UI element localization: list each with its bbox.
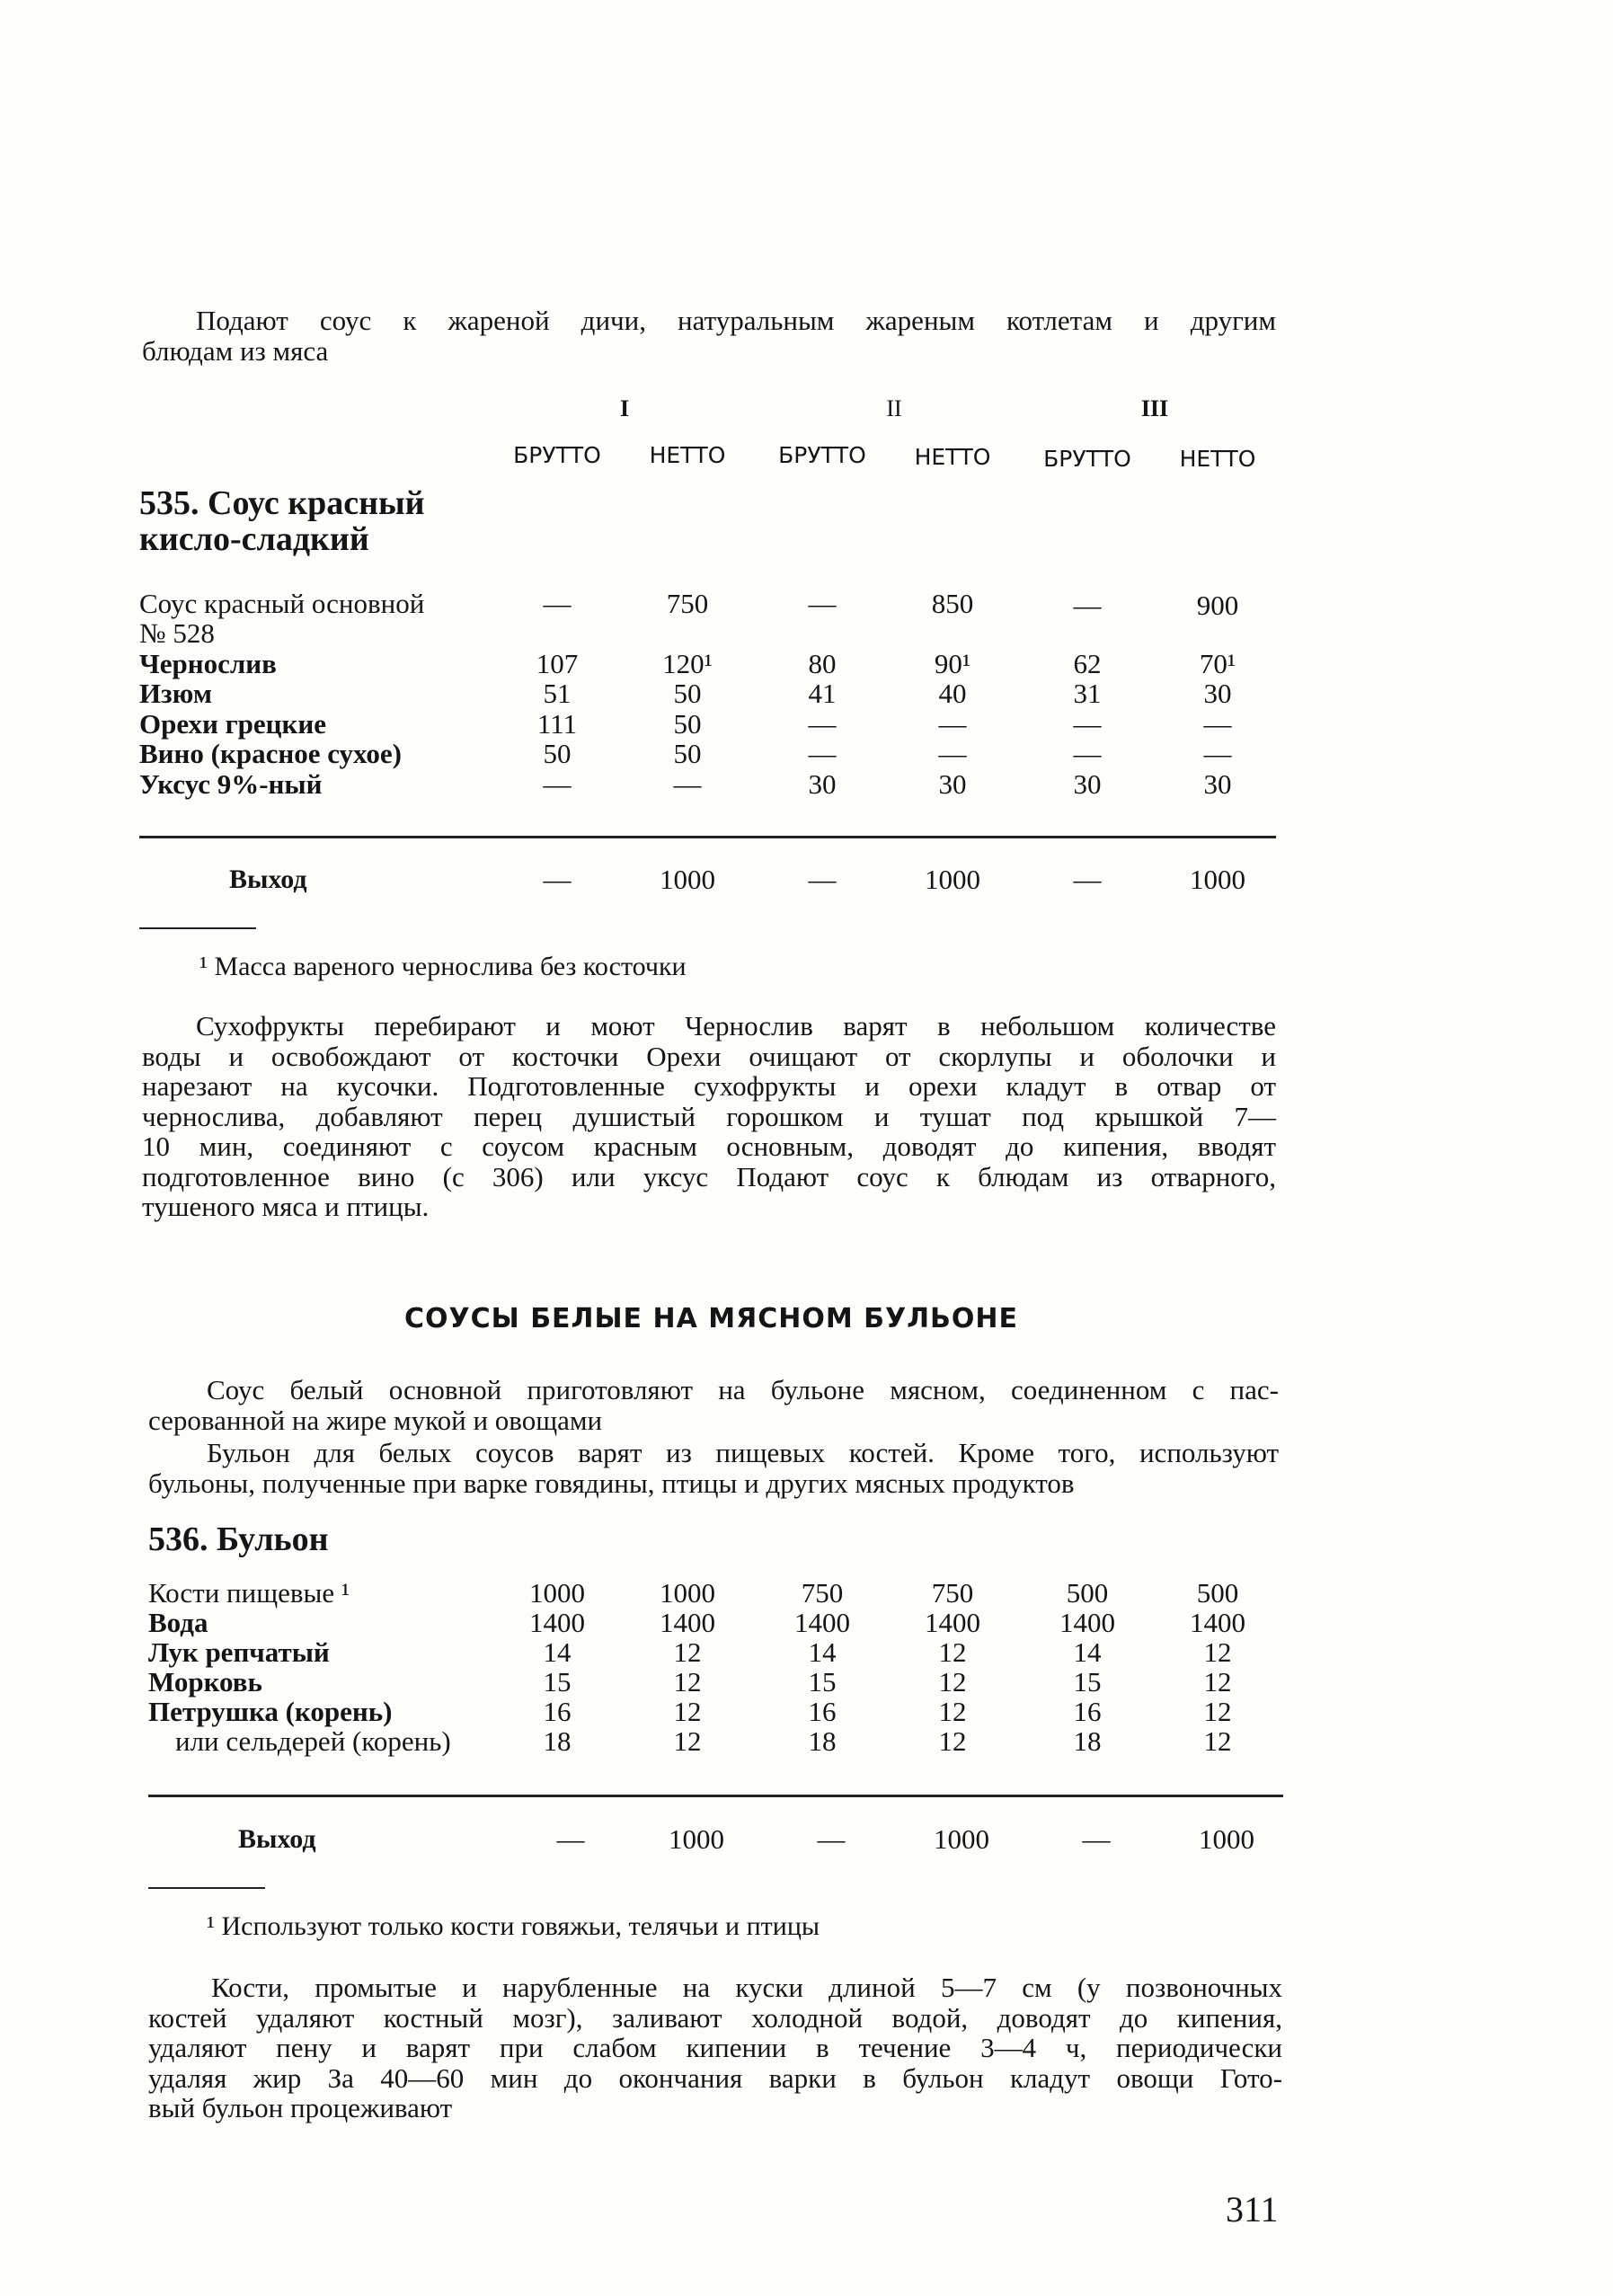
table-cell: 500 (1066, 1577, 1109, 1609)
table-cell: 50 (543, 738, 572, 769)
column-header: БРУТТО (513, 442, 601, 468)
table-cell: 15 (543, 1666, 572, 1698)
intro-line: блюдам из мяса (142, 334, 329, 367)
recipe-536-title: 536. Бульон (148, 1520, 329, 1558)
table-cell: 30 (1203, 768, 1232, 800)
table-cell: 12 (938, 1696, 967, 1727)
yield-label: Выход (229, 864, 307, 894)
section-line: Бульон для белых соусов варят из пищевых костей. Кроме того, используют (207, 1437, 1279, 1468)
table-cell: 16 (543, 1696, 572, 1727)
table-divider (139, 836, 1276, 838)
yield-cell: 1000 (1199, 1823, 1254, 1855)
table-cell: 50 (673, 738, 702, 769)
table-cell: — (1073, 590, 1102, 621)
table-cell: — (808, 738, 837, 769)
table-cell: — (938, 738, 967, 769)
ingredient-name: или сельдерей (корень) (175, 1725, 451, 1757)
table-cell: 62 (1073, 648, 1102, 679)
table-cell: 900 (1196, 590, 1239, 621)
section-line: бульоны, полученные при варке говядины, птицы и других мясных продуктов (148, 1467, 1075, 1499)
table-divider (148, 1795, 1283, 1797)
yield-cell: — (1082, 1823, 1111, 1855)
footnote-divider (148, 1887, 265, 1889)
ingredient-name: Уксус 9%-ный (139, 768, 323, 800)
table-cell: 1400 (1059, 1607, 1115, 1638)
yield-label: Выход (238, 1824, 316, 1854)
recipe-535-title (139, 485, 425, 557)
table-cell: 1400 (660, 1607, 715, 1638)
method-line: костей удаляют костный мозг), заливают холодной водой, доводят до кипения, (148, 2001, 1282, 2034)
intro-paragraph (142, 306, 1276, 366)
table-cell: — (808, 708, 837, 740)
table-cell: 16 (808, 1696, 837, 1727)
table-cell: 12 (938, 1666, 967, 1698)
method-line: вый бульон процеживают (148, 2092, 453, 2123)
table-cell: — (543, 588, 572, 619)
table-cell: 107 (536, 648, 579, 679)
yield-cell: 1000 (1190, 864, 1245, 895)
table-cell: — (1203, 708, 1232, 740)
ingredient-name: Вода (148, 1607, 208, 1638)
table-cell: 1000 (529, 1577, 585, 1609)
yield-cell: 1000 (669, 1823, 724, 1855)
table-cell: 12 (673, 1725, 702, 1757)
yield-cell: — (1073, 864, 1102, 895)
table-cell: 1000 (660, 1577, 715, 1609)
table-cell: 14 (1073, 1636, 1102, 1668)
table-cell: 15 (808, 1666, 837, 1698)
ingredient-name-line: № 528 (139, 617, 215, 649)
table-cell: 12 (938, 1725, 967, 1757)
column-header: НЕТТО (1179, 446, 1256, 472)
yield-cell: — (556, 1823, 585, 1855)
ingredient-name (139, 589, 424, 648)
table-cell: 750 (666, 588, 709, 619)
table-cell: — (673, 768, 702, 800)
table-cell: — (938, 708, 967, 740)
table-cell: 40 (938, 678, 967, 709)
table-cell: 18 (543, 1725, 572, 1757)
yield-cell: — (817, 1823, 846, 1855)
ingredient-name: Кости пищевые ¹ (148, 1577, 350, 1609)
section-heading: СОУСЫ БЕЛЫЕ НА МЯСНОМ БУЛЬОНЕ (404, 1303, 1019, 1334)
recipe-title-line: 535. Соус красный (139, 484, 425, 522)
table-cell: 15 (1073, 1666, 1102, 1698)
table-cell: 12 (673, 1696, 702, 1727)
table-cell: 18 (1073, 1725, 1102, 1757)
table-cell: — (1073, 738, 1102, 769)
ingredient-name: Чернослив (139, 648, 277, 679)
table-cell: 14 (808, 1636, 837, 1668)
table-cell: 51 (543, 678, 572, 709)
column-group-2: II (886, 395, 902, 421)
column-header: НЕТТО (914, 444, 991, 470)
table-cell: 12 (1203, 1636, 1232, 1668)
column-header: БРУТТО (778, 442, 866, 468)
table-cell: 14 (543, 1636, 572, 1668)
ingredient-name: Изюм (139, 678, 212, 709)
table-cell: 111 (536, 708, 578, 740)
table-cell: 16 (1073, 1696, 1102, 1727)
ingredient-name: Морковь (148, 1666, 262, 1698)
table-cell: 12 (1203, 1666, 1232, 1698)
column-header: БРУТТО (1043, 446, 1131, 472)
table-cell: 1400 (925, 1607, 980, 1638)
table-cell: 120¹ (662, 648, 713, 679)
ingredient-name-line: Соус красный основной (139, 588, 425, 619)
ingredient-name: Петрушка (корень) (148, 1696, 393, 1727)
table-cell: 12 (1203, 1696, 1232, 1727)
method-line: удаляют пену и варят при слабом кипении в течение 3—4 ч, периодически (148, 2032, 1282, 2063)
table-cell: 30 (808, 768, 837, 800)
method-line: удаляя жир За 40—60 мин до окончания варки в бульон кладут овощи Гото- (148, 2061, 1282, 2094)
table-cell: 90¹ (934, 648, 971, 679)
table-cell: — (808, 588, 837, 619)
section-paragraph-1 (148, 1375, 1279, 1435)
recipe-535-method (142, 1011, 1276, 1222)
footnote: ¹ Используют только кости говяжьи, телячьи и птицы (207, 1911, 820, 1941)
yield-cell: — (808, 864, 837, 895)
table-cell: 80 (808, 648, 837, 679)
table-cell: 850 (931, 588, 974, 619)
column-header: НЕТТО (649, 442, 726, 468)
method-line: тушеного мяса и птицы. (142, 1191, 430, 1222)
table-cell: 18 (808, 1725, 837, 1757)
table-cell: — (1073, 708, 1102, 740)
table-cell: 750 (931, 1577, 974, 1609)
yield-cell: — (543, 864, 572, 895)
table-cell: — (1203, 738, 1232, 769)
table-cell: 750 (801, 1577, 844, 1609)
method-line: нарезают на кусочки. Подготовленные сухофрукты и орехи кладут в отвар от (142, 1070, 1276, 1102)
intro-line: Подают соус к жареной дичи, натуральным жареным котлетам и другим (196, 305, 1276, 336)
section-paragraph-2 (148, 1438, 1279, 1498)
section-line: серованной на жире мукой и овощами (148, 1404, 603, 1436)
ingredient-name: Орехи грецкие (139, 708, 327, 740)
table-cell: 12 (1203, 1725, 1232, 1757)
recipe-536-method (148, 1972, 1282, 2123)
table-cell: 50 (673, 708, 702, 740)
footnote-divider (139, 927, 256, 929)
table-cell: 31 (1073, 678, 1102, 709)
table-cell: 30 (938, 768, 967, 800)
ingredient-name: Вино (красное сухое) (139, 738, 402, 769)
table-cell: 1400 (1190, 1607, 1245, 1638)
table-cell: 12 (673, 1666, 702, 1698)
table-cell: 12 (938, 1636, 967, 1668)
table-cell: 500 (1196, 1577, 1239, 1609)
yield-cell: 1000 (660, 864, 715, 895)
yield-cell: 1000 (925, 864, 980, 895)
table-cell: 1400 (794, 1607, 850, 1638)
footnote: ¹ Масса вареного чернослива без косточки (199, 952, 687, 981)
yield-cell: 1000 (934, 1823, 989, 1855)
column-group-1: I (619, 395, 630, 421)
table-cell: 12 (673, 1636, 702, 1668)
method-line: чернослива, добавляют перец душистый горошком и тушат под крышкой 7— (142, 1100, 1276, 1132)
table-cell: 1400 (529, 1607, 585, 1638)
method-line: Сухофрукты перебирают и моют Чернослив варят в небольшом количестве (196, 1010, 1276, 1042)
method-line: воды и освобождают от косточки Орехи очищают от скорлупы и оболочки и (142, 1040, 1276, 1072)
table-cell: 70¹ (1199, 648, 1236, 679)
table-cell: 50 (673, 678, 702, 709)
table-cell: 30 (1073, 768, 1102, 800)
method-line: подготовленное вино (с 306) или уксус Подают соус к блюдам из отварного, (142, 1160, 1276, 1192)
method-line: Кости, промытые и нарубленные на куски длиной 5—7 см (у позвоночных (211, 1972, 1282, 2003)
page-number: 311 (1226, 2189, 1279, 2230)
section-line: Соус белый основной приготовляют на бульоне мясном, соединенном с пас- (207, 1374, 1279, 1405)
table-cell: — (543, 768, 572, 800)
table-cell: 41 (808, 678, 837, 709)
column-group-3: III (1140, 395, 1169, 421)
recipe-title-line: кисло-сладкий (139, 520, 369, 558)
method-line: 10 мин, соединяют с соусом красным основным, доводят до кипения, вводят (142, 1130, 1276, 1162)
ingredient-name: Лук репчатый (148, 1636, 330, 1668)
table-cell: 30 (1203, 678, 1232, 709)
